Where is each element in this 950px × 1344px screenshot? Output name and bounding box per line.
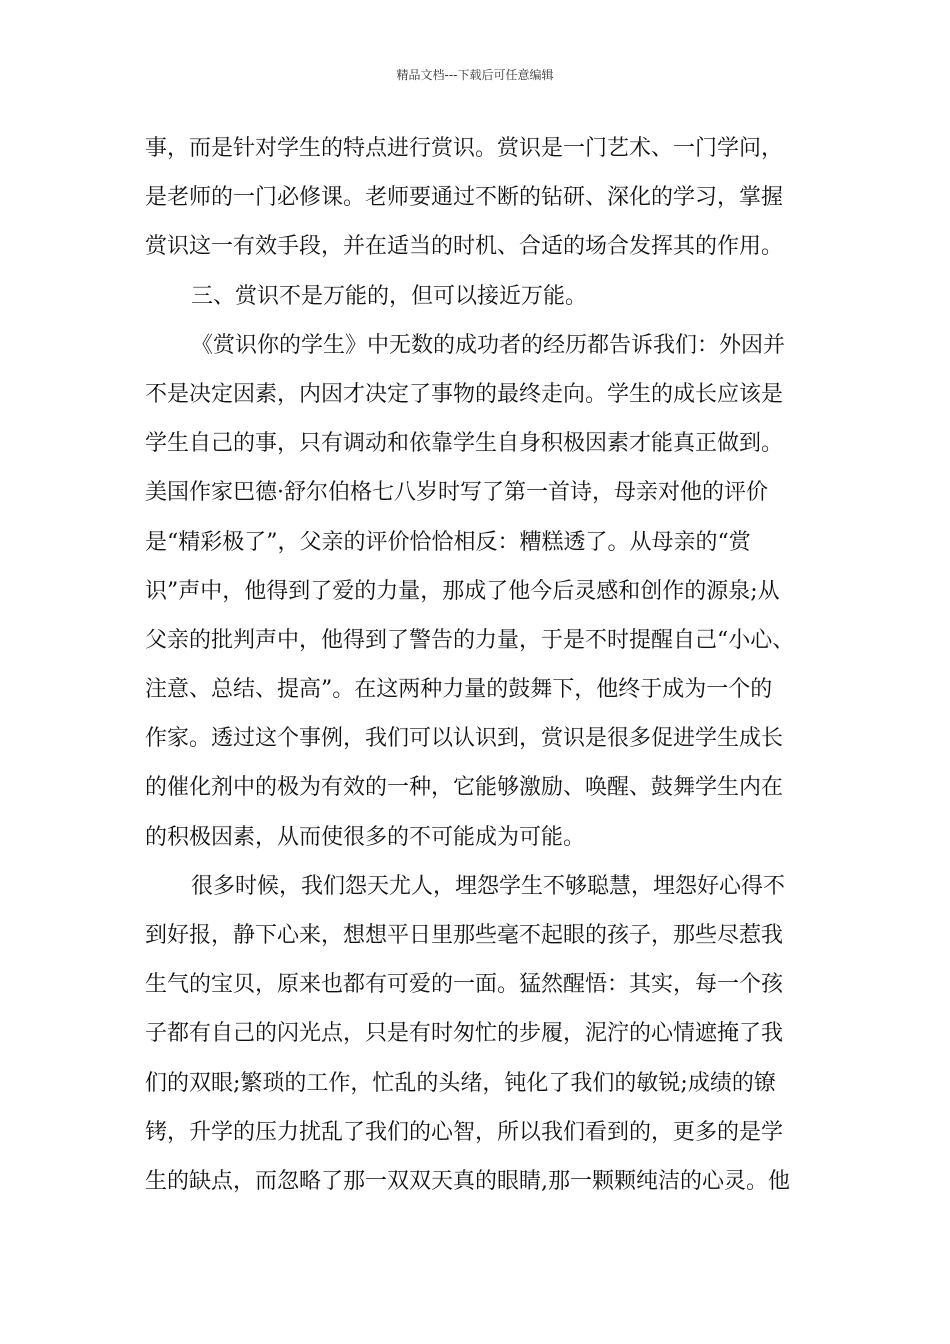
section-heading: 三、赏识不是万能的，但可以接近万能。 <box>191 283 588 309</box>
text-line: 赏识这一有效手段，并在适当的时机、合适的场合发挥其的作用。 <box>145 234 784 260</box>
text-line: 识”声中，他得到了爱的力量，那成了他今后灵感和创作的源泉;从 <box>145 578 780 604</box>
text-line: 子都有自己的闪光点，只是有时匆忙的步履，泥泞的心情遮掩了我 <box>145 1021 784 1047</box>
text-line: 是“精彩极了”，父亲的评价恰恰相反：糟糕透了。从母亲的“赏 <box>145 529 751 555</box>
page-header: 精品文档---下载后可任意编辑 <box>396 68 554 82</box>
text-line: 《赏识你的学生》中无数的成功者的经历都告诉我们：外因并 <box>191 332 786 358</box>
text-line: 美国作家巴德·舒尔伯格七八岁时写了第一首诗，母亲对他的评价 <box>145 480 768 506</box>
text-line: 学生自己的事，只有调动和依靠学生自身积极因素才能真正做到。 <box>145 431 784 457</box>
document-body <box>145 133 810 1215</box>
text-line: 们的双眼;繁琐的工作，忙乱的头绪，钝化了我们的敏锐;成绩的镣 <box>145 1070 776 1096</box>
text-line: 生的缺点，而忽略了那一双双天真的眼睛,那一颗颗纯洁的心灵。他 <box>145 1168 790 1194</box>
text-line: 很多时候，我们怨天尤人，埋怨学生不够聪慧，埋怨好心得不 <box>191 873 786 899</box>
text-line: 父亲的批判声中，他得到了警告的力量，于是不时提醒自己“小心、 <box>145 627 795 653</box>
text-line: 不是决定因素，内因才决定了事物的最终走向。学生的成长应该是 <box>145 381 784 407</box>
text-line: 铐，升学的压力扰乱了我们的心智，所以我们看到的，更多的是学 <box>145 1119 784 1145</box>
text-line: 事，而是针对学生的特点进行赏识。赏识是一门艺术、一门学问， <box>145 136 784 161</box>
text-line: 到好报，静下心来，想想平日里那些毫不起眼的孩子，那些尽惹我 <box>145 923 784 948</box>
text-line: 的积极因素，从而使很多的不可能成为可能。 <box>145 824 586 850</box>
text-line: 作家。透过这个事例，我们可以认识到，赏识是很多促进学生成长 <box>145 726 784 752</box>
text-line: 注意、总结、提高”。在这两种力量的鼓舞下，他终于成为一个的 <box>145 677 773 703</box>
text-line: 是老师的一门必修课。老师要通过不断的钻研、深化的学习，掌握 <box>145 185 784 211</box>
text-line: 生气的宝贝，原来也都有可爱的一面。猛然醒悟：其实，每一个孩 <box>145 972 784 998</box>
text-line: 的催化剂中的极为有效的一种，它能够激励、唤醒、鼓舞学生内在 <box>145 775 784 801</box>
